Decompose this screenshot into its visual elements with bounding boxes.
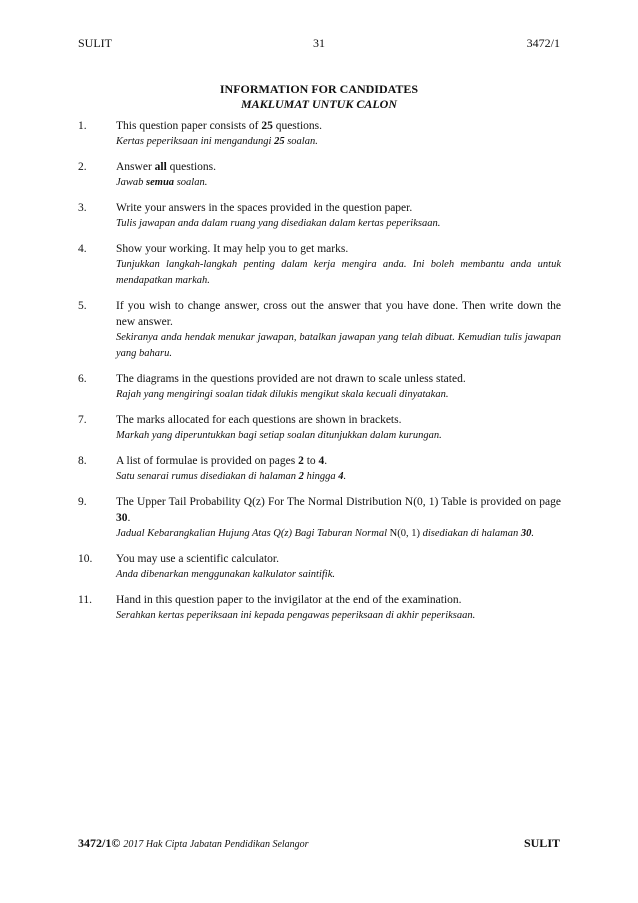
item-malay bbox=[116, 469, 561, 485]
item-malay: Sekiranya anda hendak menukar jawapan, batalkan jawapan yang telah dibuat. Kemudian tulis jawapan yang baharu. bbox=[116, 332, 561, 359]
text-run: questions. bbox=[166, 161, 216, 173]
emphasis: 4 bbox=[338, 471, 344, 482]
instruction-item-6 bbox=[78, 371, 561, 403]
item-number: 9. bbox=[78, 496, 87, 508]
item-english: Hand in this question paper to the invigilator at the end of the examination. bbox=[116, 594, 462, 606]
page-header bbox=[78, 36, 560, 52]
instruction-item-3 bbox=[78, 200, 561, 232]
footer-copyright: 2017 Hak Cipta Jabatan Pendidikan Selangor bbox=[123, 839, 309, 850]
item-malay: Serahkan kertas peperiksaan ini kepada pengawas peperiksaan di akhir peperiksaan. bbox=[116, 610, 476, 621]
text-run: soalan. bbox=[174, 177, 208, 188]
emphasis: semua bbox=[146, 177, 175, 188]
text-run: ) Bagi Taburan Normal bbox=[288, 528, 390, 539]
text-run: . bbox=[531, 528, 534, 539]
instruction-item-2 bbox=[78, 159, 561, 191]
item-malay bbox=[116, 175, 561, 191]
item-english: You may use a scientific calculator. bbox=[116, 553, 279, 565]
text-run: Jadual Kebarangkalian Hujung Atas Q( bbox=[116, 528, 285, 539]
text-run: . bbox=[127, 512, 131, 524]
emphasis: 4 bbox=[318, 455, 325, 467]
emphasis: 30 bbox=[520, 528, 532, 539]
text-run: questions. bbox=[272, 120, 323, 132]
text-run: Kertas peperiksaan ini mengandungi bbox=[116, 136, 275, 147]
page-title: INFORMATION FOR CANDIDATES bbox=[219, 82, 419, 96]
header-paper-code: 3472/1 bbox=[526, 36, 560, 50]
item-english: Write your answers in the spaces provided in the question paper. bbox=[116, 202, 413, 214]
item-number: 4. bbox=[78, 243, 87, 255]
text-run: A list of formulae is provided on pages bbox=[116, 455, 299, 467]
instruction-item-4 bbox=[78, 241, 561, 289]
item-malay: Tulis jawapan anda dalam ruang yang disediakan dalam kertas peperiksaan. bbox=[116, 218, 441, 229]
text-run: to bbox=[303, 455, 319, 467]
item-number: 10. bbox=[78, 553, 93, 565]
item-english: If you wish to change answer, cross out the answer that you have done. Then write down the new answer. bbox=[116, 300, 561, 328]
header-classification: SULIT bbox=[78, 36, 112, 50]
text-run: N(0, 1) bbox=[389, 528, 420, 539]
item-english: Show your working. It may help you to get marks. bbox=[116, 243, 349, 255]
item-number: 8. bbox=[78, 455, 87, 467]
item-english: The marks allocated for each questions are shown in brackets. bbox=[116, 414, 402, 426]
instruction-item-9 bbox=[78, 494, 561, 542]
item-malay: Markah yang diperuntukkan bagi setiap soalan ditunjukkan dalam kurungan. bbox=[116, 430, 442, 441]
header-page-number: 31 bbox=[313, 36, 325, 50]
item-malay: Tunjukkan langkah-langkah penting dalam kerja mengira anda. Ini boleh membantu anda untuk mendapatkan markah. bbox=[116, 259, 561, 286]
item-malay: Rajah yang mengiringi soalan tidak dilukis mengikut skala kecuali dinyatakan. bbox=[116, 389, 449, 400]
text-run: Jawab bbox=[116, 177, 147, 188]
item-number: 7. bbox=[78, 414, 87, 426]
instruction-item-7 bbox=[78, 412, 561, 444]
item-english bbox=[116, 118, 561, 134]
text-run: soalan. bbox=[284, 136, 318, 147]
item-english bbox=[116, 494, 561, 526]
footer-code bbox=[78, 836, 309, 851]
instructions-list bbox=[78, 118, 561, 633]
emphasis: 30 bbox=[116, 512, 128, 524]
item-number: 6. bbox=[78, 373, 87, 385]
text-run: . bbox=[343, 471, 347, 482]
emphasis: 2 bbox=[298, 471, 304, 482]
item-english bbox=[116, 453, 561, 469]
footer-classification: SULIT bbox=[523, 836, 560, 850]
title-block bbox=[0, 82, 638, 112]
item-malay bbox=[116, 134, 561, 150]
item-malay: Anda dibenarkan menggunakan kalkulator saintifik. bbox=[116, 569, 336, 580]
instruction-item-5 bbox=[78, 298, 561, 362]
item-number: 5. bbox=[78, 300, 87, 312]
item-number: 11. bbox=[78, 594, 92, 606]
emphasis: 25 bbox=[274, 136, 285, 147]
text-run: Answer bbox=[116, 161, 155, 173]
text-run: The Upper Tail Probability Q(z) For The Normal Distribution N(0, 1) Table is provided on page bbox=[116, 496, 561, 508]
instruction-item-1 bbox=[78, 118, 561, 150]
instruction-item-11 bbox=[78, 592, 561, 624]
item-number: 2. bbox=[78, 161, 87, 173]
emphasis: all bbox=[154, 161, 167, 173]
text-run: hingga bbox=[303, 471, 339, 482]
footer-code-text: 3472/1© bbox=[78, 836, 121, 850]
text-run: . bbox=[324, 455, 328, 467]
page-subtitle: MAKLUMAT UNTUK CALON bbox=[240, 97, 398, 111]
text-run: z bbox=[284, 528, 289, 539]
instruction-item-8 bbox=[78, 453, 561, 485]
item-english: The diagrams in the questions provided are not drawn to scale unless stated. bbox=[116, 373, 466, 385]
item-english bbox=[116, 159, 561, 175]
emphasis: 25 bbox=[261, 120, 273, 132]
item-number: 1. bbox=[78, 120, 87, 132]
text-run: disediakan di halaman bbox=[419, 528, 521, 539]
text-run: Satu senarai rumus disediakan di halaman bbox=[116, 471, 299, 482]
emphasis: 2 bbox=[298, 455, 304, 467]
page-footer bbox=[78, 836, 560, 852]
instruction-item-10 bbox=[78, 551, 561, 583]
text-run: This question paper consists of bbox=[116, 120, 262, 132]
item-number: 3. bbox=[78, 202, 87, 214]
item-malay bbox=[116, 526, 561, 542]
